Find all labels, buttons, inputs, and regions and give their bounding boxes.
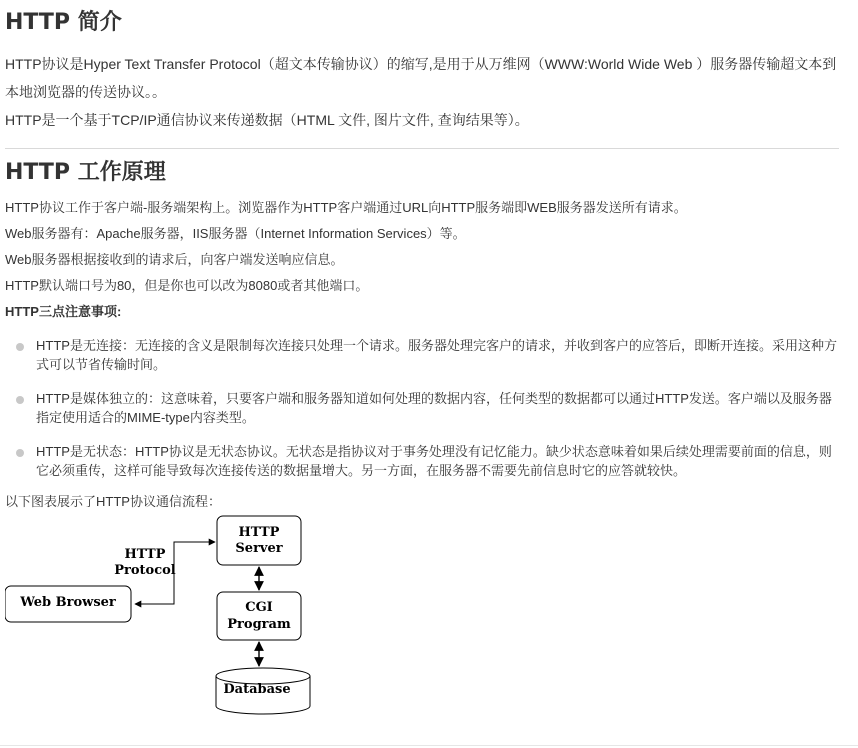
cgi-program-node [217, 592, 301, 640]
page-bottom-divider [0, 745, 858, 746]
web-browser-node [5, 586, 131, 622]
bullet-icon [16, 343, 24, 351]
bullet-icon [16, 449, 24, 457]
note-text: HTTP是媒体独立的：这意味着，只要客户端和服务器知道如何处理的数据内容，任何类型的数据都可以通过HTTP发送。客户端以及服务器指定使用适合的MIME-type内容类型。 [36, 391, 832, 425]
http-server-label-1: HTTP [238, 525, 280, 540]
bullet-icon [16, 396, 24, 404]
cgi-label-1: CGI [245, 600, 273, 615]
section-title-working: HTTP 工作原理 [5, 160, 166, 185]
http-server-label-2: Server [235, 541, 283, 556]
working-line-3: Web服务器根据接收到的请求后，向客户端发送响应信息。 [5, 252, 344, 267]
working-line-4: HTTP默认端口号为80，但是你也可以改为8080或者其他端口。 [5, 278, 369, 293]
web-browser-label: Web Browser [20, 595, 116, 610]
intro-paragraph-2: HTTP是一个基于TCP/IP通信协议来传递数据（HTML 文件, 图片文件, 查询结果等）。 [5, 112, 529, 128]
section-title-intro: HTTP 简介 [5, 10, 122, 35]
working-line-1: HTTP协议工作于客户端-服务端架构上。浏览器作为HTTP客户端通过URL向HTTP服务端即WEB服务器发送所有请求。 [5, 200, 687, 215]
list-item [5, 389, 839, 427]
http-server-node [217, 516, 301, 565]
notes-heading: HTTP三点注意事项: [5, 304, 122, 319]
cgi-label-2: Program [227, 617, 291, 632]
notes-list [5, 336, 839, 495]
database-node [216, 668, 310, 714]
list-item [5, 336, 839, 374]
diagram-caption: 以下图表展示了HTTP协议通信流程： [5, 494, 221, 509]
working-line-2: Web服务器有：Apache服务器，IIS服务器（Internet Information Services）等。 [5, 226, 466, 241]
section-divider [5, 148, 839, 149]
list-item [5, 442, 839, 480]
database-label: Database [223, 682, 291, 697]
protocol-label-1: HTTP [124, 547, 166, 562]
http-flow-diagram [5, 510, 325, 720]
note-text: HTTP是无连接：无连接的含义是限制每次连接只处理一个请求。服务器处理完客户的请求，并收到客户的应答后，即断开连接。采用这种方式可以节省传输时间。 [36, 338, 837, 372]
intro-paragraph-1: HTTP协议是Hyper Text Transfer Protocol（超文本传输协议）的缩写,是用于从万维网（WWW:World Wide Web ）服务器传输超文本到本地浏览器的传送协议。。 [5, 56, 837, 100]
note-text: HTTP是无状态：HTTP协议是无状态协议。无状态是指协议对于事务处理没有记忆能力。缺少状态意味着如果后续处理需要前面的信息，则它必须重传，这样可能导致每次连接传送的数据量增大。另一方面，在服务器不需要先前信息时它的应答就较快。 [36, 444, 832, 478]
protocol-label-2: Protocol [114, 563, 176, 578]
